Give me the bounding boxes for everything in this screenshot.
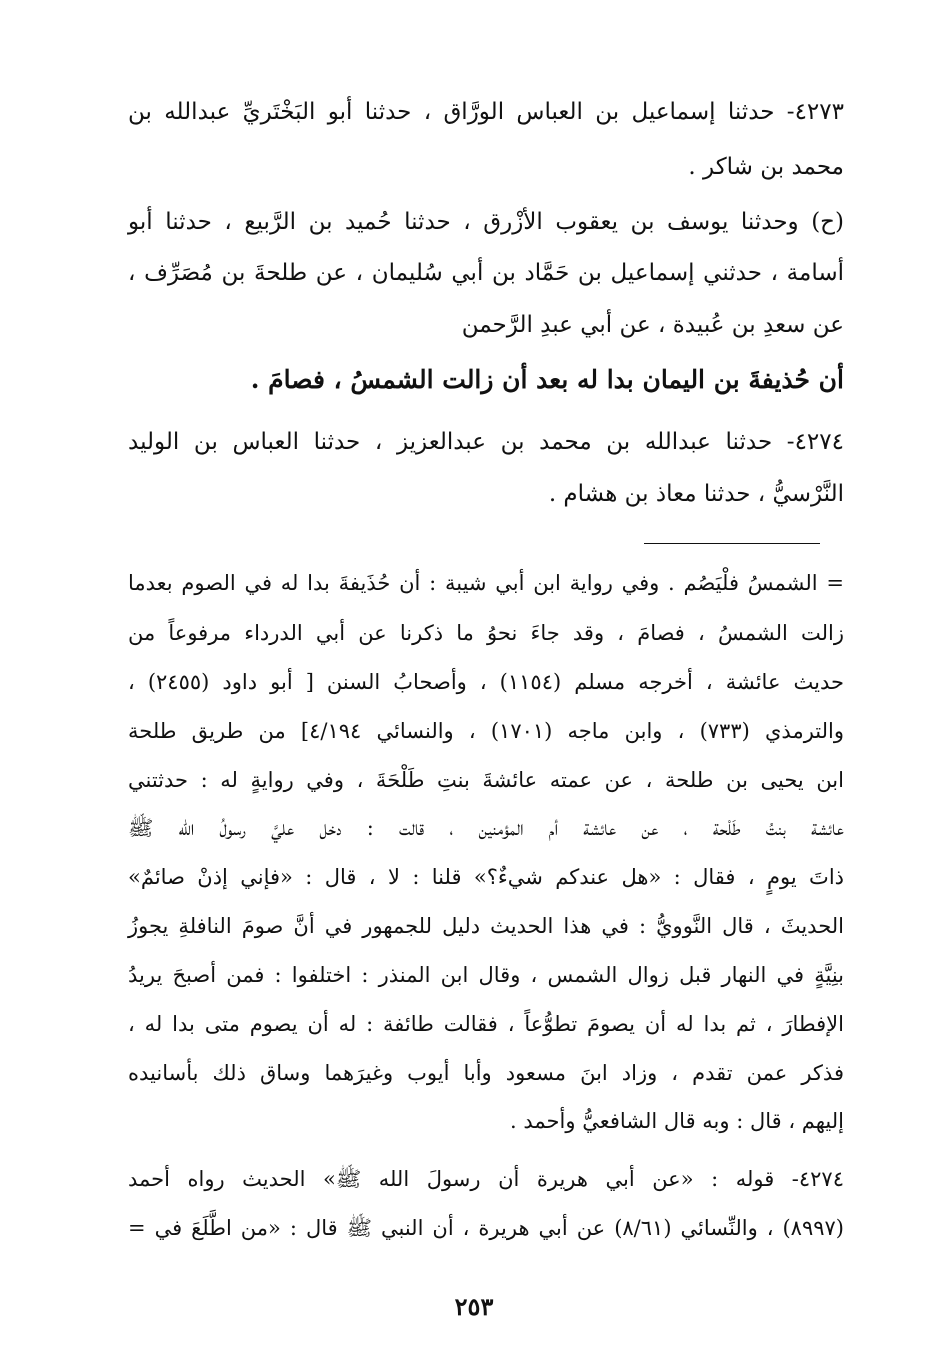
matn-text: أن حُذيفةَ بن اليمان بدا له بعد أن زالت الشمسُ ، فصامَ . <box>250 365 844 394</box>
footnote-separator <box>644 543 820 544</box>
footnote-line: الحديثَ ، قال النَّوويُّ : في هذا الحديث دليل للجمهور في أنَّ صومَ النافلةِ يجوزُ <box>128 914 844 938</box>
footnote-line: عائشة بنتُ طَلْحة ، عن عائشة أم المؤمنين ، قالت : دخل عليَّ رسولُ الله ﷺ <box>128 816 844 840</box>
hadith-4273-line-2: محمد بن شاكر . <box>688 154 844 180</box>
page-number: ٢٥٣ <box>454 1292 494 1321</box>
footnote-4274-line-1: ٤٢٧٤- قوله : «عن أبي هريرة أن رسولَ الله ﷺ» الحديث رواه أحمد <box>128 1167 844 1191</box>
chain-h-line-2: أسامة ، حدثني إسماعيل بن حَمَّاد بن أبي سُليمان ، عن طلحةَ بن مُصَرِّف ، <box>128 260 844 286</box>
hadith-4274-line-2: النَّرْسيُّ ، حدثنا معاذ بن هشام . <box>548 481 844 507</box>
hadith-4273-line-1: ٤٢٧٣- حدثنا إسماعيل بن العباس الورَّاق ، حدثنا أبو البَخْتَريِّ عبدالله بن <box>128 99 844 125</box>
footnote-line: الإفطارَ ، ثم بدا له أن يصومَ تطوُّعاً ، فقالت طائفة : له أن يصوم متى بدا له ، <box>128 1012 844 1036</box>
chain-h-line-1: (ح) وحدثنا يوسف بن يعقوب الأزْرق ، حدثنا حُميد بن الرَّبيع ، حدثنا أبو <box>128 209 844 235</box>
footnote-line: بنِيَّةٍ في النهار قبل زوال الشمس ، وقال ابن المنذر : اختلفوا : فمن أصبحَ يريدُ <box>128 963 844 987</box>
footnote-line: والترمذي (٧٣٣) ، وابن ماجه (١٧٠١) ، والنسائي ٤/١٩٤] من طريق طلحة <box>128 719 844 743</box>
hadith-4274-line-1: ٤٢٧٤- حدثنا عبدالله بن محمد بن عبدالعزيز ، حدثنا العباس بن الوليد <box>128 429 844 455</box>
footnote-line: حديث عائشة ، أخرجه مسلم (١١٥٤) ، وأصحابُ السنن [ أبو داود (٢٤٥٥) ، <box>128 670 844 694</box>
footnote-line: ابن يحيى بن طلحة ، عن عمته عائشةَ بنتِ طَلْحَةَ ، وفي روايةٍ له : حدثتني <box>128 768 844 792</box>
chain-h-line-3: عن سعدِ بن عُبيدة ، عن أبي عبدِ الرَّحمن <box>461 312 844 338</box>
footnote-line: = الشمسُ فلْيَصُم . وفي رواية ابن أبي شيبة : أن حُذَيفةَ بدا له في الصوم بعدما <box>128 571 844 595</box>
footnote-4274-line-2: (٨٩٩٧) ، والنِّسائي (٨/٦١) عن أبي هريرة ، أن النبي ﷺ قال : «من اطَّلَعَ في = <box>128 1216 844 1240</box>
footnote-line: ذاتَ يومٍ ، فقال : «هل عندكم شيءٌ؟» قلنا : لا ، قال : «فإني إذنْ صائمٌ» <box>128 865 844 889</box>
footnote-line: فذكر عمن تقدم ، وزاد ابنَ مسعود وأبا أيوب وغيرَهما وساق ذلك بأسانيده <box>128 1061 844 1085</box>
footnote-line: زالت الشمسُ ، فصامَ ، وقد جاءَ نحوُ ما ذكرنا عن أبي الدرداء مرفوعاً من <box>128 621 844 645</box>
footnote-line: إليهم ، قال : وبه قال الشافعيُّ وأحمد . <box>510 1109 844 1133</box>
